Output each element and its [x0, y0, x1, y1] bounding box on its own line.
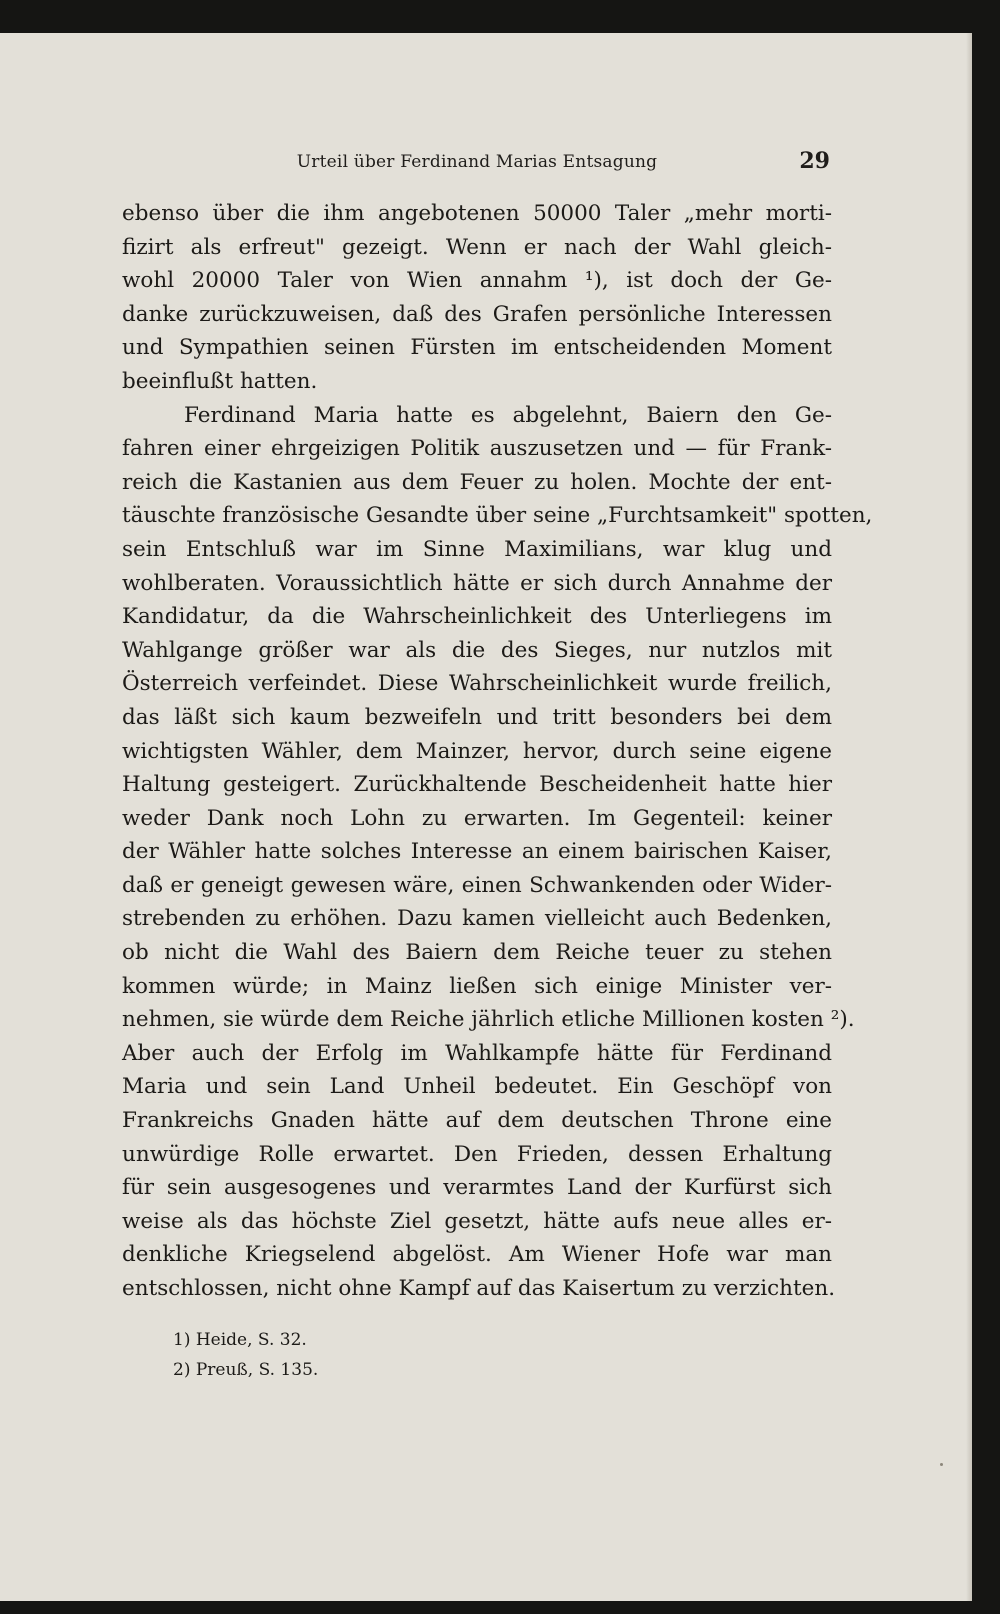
- text-line: beeinflußt hatten.: [122, 368, 318, 394]
- text-line: Haltung gesteigert. Zurückhaltende Bescheidenheit hatte hier: [122, 772, 832, 798]
- text-line: strebenden zu erhöhen. Dazu kamen vielleicht auch Bedenken,: [122, 906, 832, 932]
- footnotes: [173, 1325, 318, 1385]
- text-line: der Wähler hatte solches Interesse an einem bairischen Kaiser,: [122, 839, 832, 865]
- footnote-2: 2) Preuß, S. 135.: [173, 1360, 319, 1380]
- text-line: danke zurückzuweisen, daß des Grafen persönliche Interessen: [122, 301, 832, 327]
- text-line: kommen würde; in Mainz ließen sich einige Minister ver-: [122, 973, 832, 999]
- text-line: weder Dank noch Lohn zu erwarten. Im Gegenteil: keiner: [122, 805, 832, 831]
- paper-speck: [940, 1463, 943, 1466]
- body-text: [122, 197, 873, 1306]
- text-line: wichtigsten Wähler, dem Mainzer, hervor, durch seine eigene: [122, 738, 832, 764]
- page-number: 29: [799, 148, 830, 174]
- text-line: Kandidatur, da die Wahrscheinlichkeit des Unterliegens im: [122, 604, 832, 630]
- page-edge-shadow: [966, 33, 972, 1601]
- text-line: nehmen, sie würde dem Reiche jährlich etliche Millionen kosten ²).: [122, 1007, 855, 1033]
- text-line: täuschte französische Gesandte über seine „Furchtsamkeit" spotten,: [122, 503, 873, 529]
- text-line: fahren einer ehrgeizigen Politik auszusetzen und — für Frank-: [122, 436, 832, 462]
- text-line: denkliche Kriegselend abgelöst. Am Wiener Hofe war man: [122, 1242, 832, 1268]
- book-page: [0, 33, 972, 1601]
- text-line: und Sympathien seinen Fürsten im entscheidenden Moment: [122, 335, 832, 361]
- text-line: Maria und sein Land Unheil bedeutet. Ein Geschöpf von: [122, 1074, 832, 1100]
- text-line: für sein ausgesogenes und verarmtes Land der Kurfürst sich: [122, 1175, 832, 1201]
- text-line: sein Entschluß war im Sinne Maximilians, war klug und: [122, 536, 832, 562]
- text-line: ob nicht die Wahl des Baiern dem Reiche teuer zu stehen: [122, 940, 832, 966]
- text-line: Ferdinand Maria hatte es abgelehnt, Baiern den Ge-: [184, 402, 832, 428]
- text-line: das läßt sich kaum bezweifeln und tritt besonders bei dem: [122, 704, 832, 730]
- footnote-1: 1) Heide, S. 32.: [173, 1330, 307, 1350]
- text-line: wohlberaten. Voraussichtlich hätte er sich durch Annahme der: [122, 570, 832, 596]
- text-line: Aber auch der Erfolg im Wahlkampfe hätte für Ferdinand: [122, 1040, 832, 1066]
- text-line: weise als das höchste Ziel gesetzt, hätte aufs neue alles er-: [122, 1208, 832, 1234]
- running-head: [124, 148, 830, 178]
- text-line: daß er geneigt gewesen wäre, einen Schwankenden oder Wider-: [122, 872, 832, 898]
- text-line: Frankreichs Gnaden hätte auf dem deutschen Throne eine: [122, 1108, 832, 1134]
- text-line: unwürdige Rolle erwartet. Den Frieden, dessen Erhaltung: [122, 1141, 832, 1167]
- text-line: fizirt als erfreut" gezeigt. Wenn er nach der Wahl gleich-: [122, 234, 832, 260]
- running-title: Urteil über Ferdinand Marias Entsagung: [296, 152, 658, 172]
- text-line: Wahlgange größer war als die des Sieges, nur nutzlos mit: [122, 637, 832, 663]
- text-line: wohl 20000 Taler von Wien annahm ¹), ist doch der Ge-: [122, 268, 832, 294]
- text-line: reich die Kastanien aus dem Feuer zu holen. Mochte der ent-: [122, 469, 832, 495]
- text-line: Österreich verfeindet. Diese Wahrscheinlichkeit wurde freilich,: [122, 671, 832, 697]
- text-line: entschlossen, nicht ohne Kampf auf das Kaisertum zu verzichten.: [122, 1276, 836, 1301]
- text-line: ebenso über die ihm angebotenen 50000 Taler „mehr morti-: [122, 201, 832, 226]
